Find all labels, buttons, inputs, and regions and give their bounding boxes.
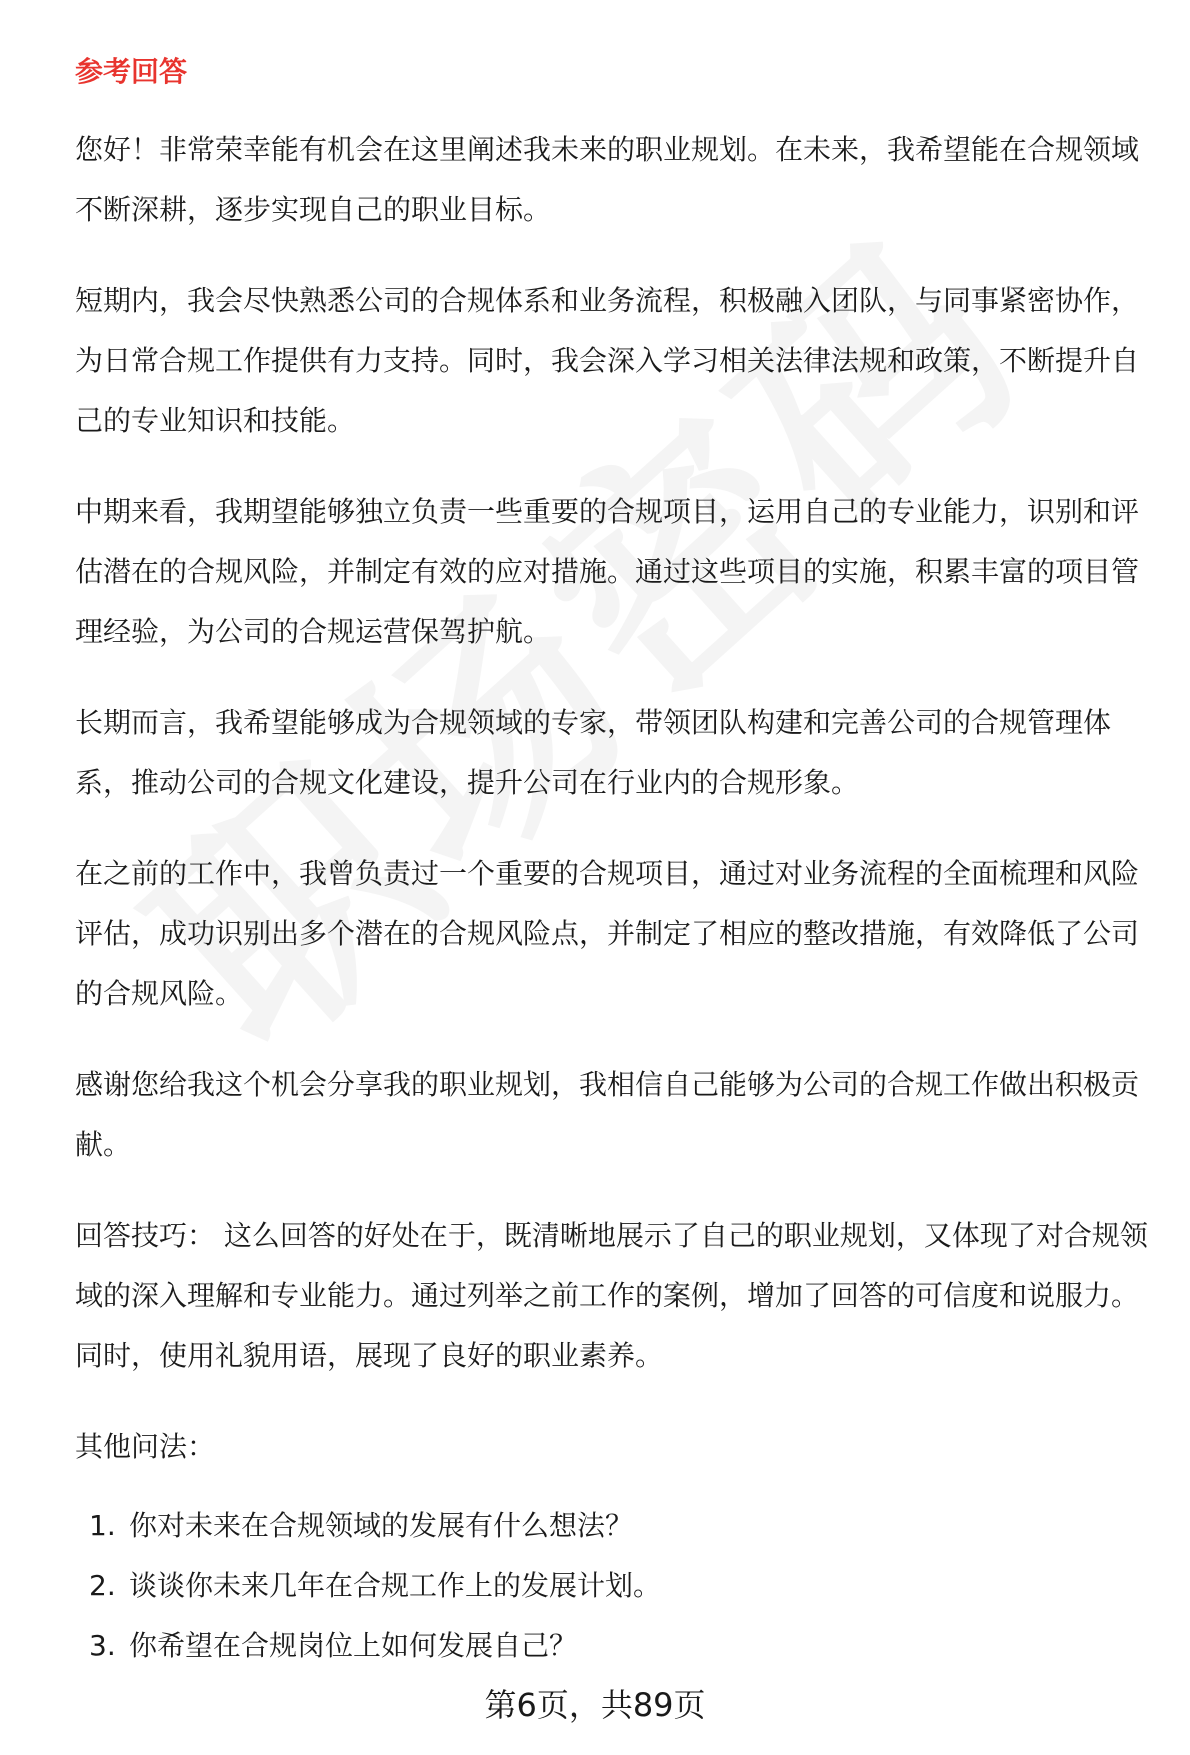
list-item-number: 3.: [89, 1629, 116, 1662]
document-body: [75, 42, 1165, 1676]
paragraph-intro: 您好！非常荣幸能有机会在这里阐述我未来的职业规划。在未来，我希望能在合规领域不断深耕，逐步实现自己的职业目标。: [75, 133, 1140, 226]
section-heading: 参考回答: [75, 55, 188, 88]
list-item-number: 1.: [89, 1509, 116, 1542]
list-item: [75, 1556, 1165, 1616]
list-item-text: 你希望在合规岗位上如何发展自己？: [129, 1629, 578, 1662]
list-item: [75, 1496, 1165, 1556]
other-questions-list: [75, 1496, 1165, 1676]
paragraph-short-term: 短期内，我会尽快熟悉公司的合规体系和业务流程，积极融入团队，与同事紧密协作，为日常合规工作提供有力支持。同时，我会深入学习相关法律法规和政策，不断提升自己的专业知识和技能。: [75, 284, 1140, 437]
paragraph-long-term: 长期而言，我希望能够成为合规领域的专家，带领团队构建和完善公司的合规管理体系，推动公司的合规文化建设，提升公司在行业内的合规形象。: [75, 706, 1112, 799]
paragraph-tips: 回答技巧： 这么回答的好处在于，既清晰地展示了自己的职业规划，又体现了对合规领域的深入理解和专业能力。通过列举之前工作的案例，增加了回答的可信度和说服力。同时，使用礼貌用语，展现了良好的职业素养。: [75, 1219, 1148, 1372]
list-item-text: 谈谈你未来几年在合规工作上的发展计划。: [129, 1569, 662, 1602]
list-item-number: 2.: [89, 1569, 116, 1602]
paragraph-thanks: 感谢您给我这个机会分享我的职业规划，我相信自己能够为公司的合规工作做出积极贡献。: [75, 1068, 1140, 1161]
paragraph-experience: 在之前的工作中，我曾负责过一个重要的合规项目，通过对业务流程的全面梳理和风险评估，成功识别出多个潜在的合规风险点，并制定了相应的整改措施，有效降低了公司的合规风险。: [75, 857, 1140, 1010]
list-item: [75, 1616, 1165, 1676]
list-item-text: 你对未来在合规领域的发展有什么想法？: [129, 1509, 634, 1542]
page-number: 第6页，共89页: [484, 1686, 706, 1724]
other-questions-label: 其他问法：: [75, 1430, 216, 1463]
paragraph-mid-term: 中期来看，我期望能够独立负责一些重要的合规项目，运用自己的专业能力，识别和评估潜在的合规风险，并制定有效的应对措施。通过这些项目的实施，积累丰富的项目管理经验，为公司的合规运营保驾护航。: [75, 495, 1140, 648]
